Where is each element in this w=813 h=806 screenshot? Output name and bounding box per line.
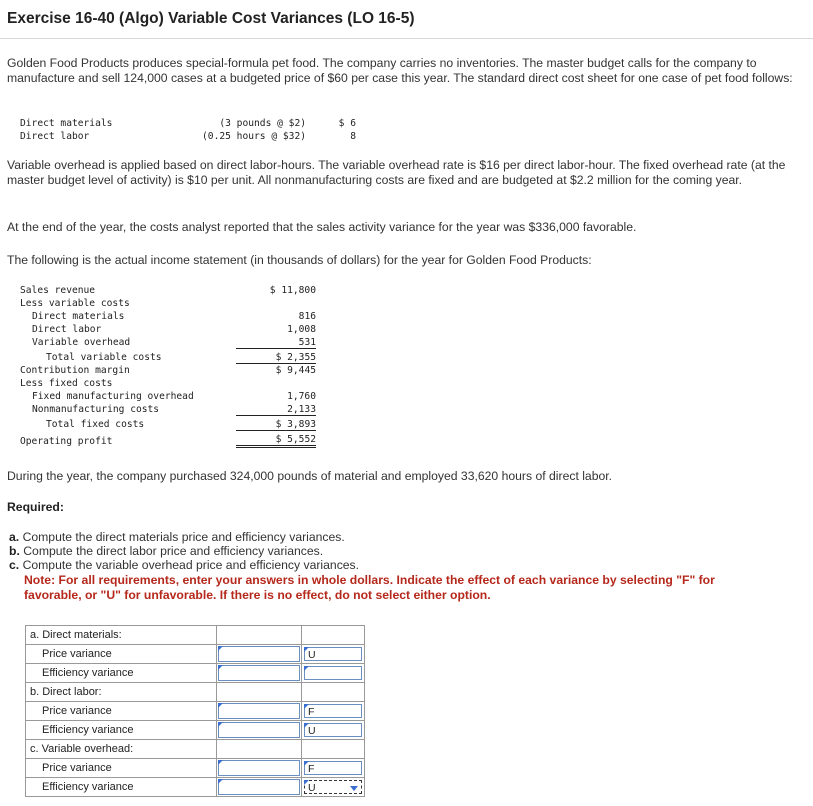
- op-value: $ 5,552: [236, 434, 316, 448]
- section-b-heading: b. Direct labor:: [26, 683, 217, 702]
- page-title: Exercise 16-40 (Algo) Variable Cost Variances (LO 16-5): [7, 10, 415, 27]
- fmo-value: 1,760: [287, 391, 316, 402]
- vo-label: Variable overhead: [32, 337, 131, 348]
- fmo-label: Fixed manufacturing overhead: [32, 391, 194, 402]
- dl-efficiency-select[interactable]: U: [304, 723, 362, 737]
- vo-price-input[interactable]: [218, 760, 300, 776]
- dm-efficiency-input[interactable]: [218, 665, 300, 681]
- vo-efficiency-input[interactable]: [218, 779, 300, 795]
- vo-efficiency-select-value: U: [308, 782, 316, 794]
- dl-efficiency-label: Efficiency variance: [26, 721, 217, 740]
- requirement-c: c. Compute the variable overhead price and efficiency variances.: [9, 558, 360, 572]
- table-row: [26, 740, 365, 759]
- requirement-b: b. Compute the direct labor price and efficiency variances.: [9, 544, 324, 558]
- dm-price-label: Price variance: [26, 645, 217, 664]
- dm-value: 816: [298, 311, 316, 322]
- sales-label: Sales revenue: [20, 285, 96, 296]
- cm-label: Contribution margin: [20, 365, 130, 376]
- chevron-down-icon: [350, 786, 358, 791]
- during-paragraph: During the year, the company purchased 324,000 pounds of material and employed 33,620 hours of direct labor.: [7, 469, 613, 483]
- op-label: Operating profit: [20, 436, 113, 447]
- table-row: [26, 664, 365, 683]
- dm-price-input[interactable]: [218, 646, 300, 662]
- vo-efficiency-select[interactable]: [304, 780, 362, 794]
- table-row: [26, 721, 365, 740]
- less-fixed-label: Less fixed costs: [20, 378, 113, 389]
- cost-sheet-dm-amount: $ 6: [338, 118, 356, 129]
- tvc-label: Total variable costs: [46, 352, 162, 363]
- cm-value: $ 9,445: [275, 365, 316, 376]
- table-row: [26, 645, 365, 664]
- overhead-paragraph: Variable overhead is applied based on direct labor-hours. The variable overhead rate is $16 per direct labor-hour. The fixed overhead rate (at the master budget level of activity) is $10 per unit. All nonmanufacturing costs are fixed and are budgeted at $2.2 million for the coming year.: [7, 158, 786, 187]
- tvc-value: $ 2,355: [236, 352, 316, 364]
- dm-label: Direct materials: [32, 311, 125, 322]
- requirement-a: a. Compute the direct materials price and efficiency variances.: [9, 530, 345, 544]
- vo-price-label: Price variance: [26, 759, 217, 778]
- table-row: [26, 702, 365, 721]
- dm-price-select[interactable]: U: [304, 647, 362, 661]
- section-c-heading: c. Variable overhead:: [26, 740, 217, 759]
- section-a-heading: a. Direct materials:: [26, 626, 217, 645]
- cost-sheet-dm-detail: (3 pounds @ $2): [219, 118, 306, 129]
- instructions-note: Note: For all requirements, enter your answers in whole dollars. Indicate the effect of each variance by selecting "F" for favorable, or "U" for unfavorable. If there is no effect, do not select either option.: [24, 573, 715, 602]
- dl-price-label: Price variance: [26, 702, 217, 721]
- vo-value: 531: [236, 337, 316, 349]
- analyst-paragraph: At the end of the year, the costs analyst reported that the sales activity variance for the year was $336,000 favorable.: [7, 220, 637, 234]
- table-row: [26, 759, 365, 778]
- cost-sheet-dm-label: Direct materials: [20, 118, 113, 129]
- tfc-value: $ 3,893: [236, 419, 316, 431]
- required-heading: Required:: [7, 500, 64, 514]
- income-intro-paragraph: The following is the actual income statement (in thousands of dollars) for the year for Golden Food Products:: [7, 253, 592, 267]
- intro-paragraph: Golden Food Products produces special-formula pet food. The company carries no inventories. The master budget calls for the company to manufacture and sell 124,000 cases at a budgeted price of $60 per case this year. The standard direct cost sheet for one case of pet food follows:: [7, 56, 793, 85]
- dl-value: 1,008: [287, 324, 316, 335]
- vo-efficiency-label: Efficiency variance: [26, 778, 217, 797]
- vo-price-select[interactable]: F: [304, 761, 362, 775]
- table-row: [26, 683, 365, 702]
- answer-table: [25, 625, 365, 797]
- sales-value: $ 11,800: [269, 285, 316, 296]
- dl-label: Direct labor: [32, 324, 102, 335]
- dl-price-select[interactable]: F: [304, 704, 362, 718]
- dl-efficiency-input[interactable]: [218, 722, 300, 738]
- dm-efficiency-label: Efficiency variance: [26, 664, 217, 683]
- cost-sheet-dl-amount: 8: [350, 131, 356, 142]
- dl-price-input[interactable]: [218, 703, 300, 719]
- less-variable-label: Less variable costs: [20, 298, 130, 309]
- table-row: [26, 626, 365, 645]
- cost-sheet-dl-label: Direct labor: [20, 131, 90, 142]
- dm-efficiency-select[interactable]: [304, 666, 362, 680]
- tfc-label: Total fixed costs: [46, 419, 145, 430]
- table-row: [26, 778, 365, 797]
- title-divider: [0, 38, 813, 39]
- cost-sheet-dl-detail: (0.25 hours @ $32): [202, 131, 306, 142]
- nm-value: 2,133: [236, 404, 316, 416]
- nm-label: Nonmanufacturing costs: [32, 404, 160, 415]
